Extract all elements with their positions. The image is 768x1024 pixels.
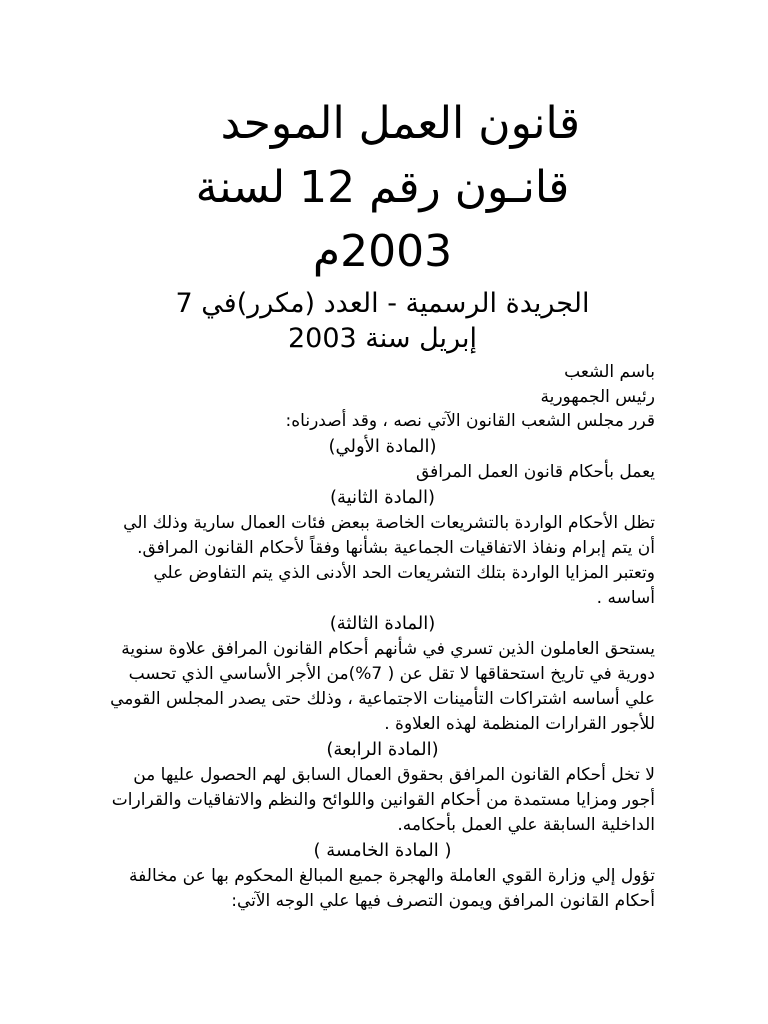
document-title-line3: 2003م	[312, 226, 453, 277]
gazette-reference-line1: الجريدة الرسمية - العدد (مكرر)في 7	[175, 288, 590, 319]
article-paragraph: وتعتبر المزايا الواردة بتلك التشريعات الحد الأدنى الذي يتم التفاوض علي أساسه .	[153, 562, 655, 608]
article-heading: (المادة الأولي)	[328, 435, 437, 457]
document-page	[110, 92, 655, 914]
article-heading: ( المادة الخامسة )	[313, 839, 452, 861]
article-heading: (المادة الثالثة)	[329, 612, 436, 634]
article-2	[110, 485, 655, 611]
preamble	[110, 360, 655, 434]
article-heading: (المادة الثانية)	[329, 486, 436, 508]
preamble-line: قرر مجلس الشعب القانون الآتي نصه ، وقد أصدرناه:	[285, 411, 655, 431]
article-paragraph: تؤول إلي وزارة القوي العاملة والهجرة جميع المبالغ المحكوم بها عن مخالفة أحكام القانون المرافق ويمون التصرف فيها علي الوجه الآتي:	[129, 865, 655, 911]
article-paragraph: يستحق العاملون الذين تسري في شأنهم أحكام القانون المرافق علاوة سنوية دورية في تاريخ استحقاقها لا تقل عن ( 7%)من الأجر الأساسي الذي تحسب علي أساسه اشتراكات التأمينات الاجتماعية ، وذلك حتى يصدر المجلس القومي للأجور القرارات المنظمة لهذه العلاوة .	[110, 638, 655, 734]
article-1	[110, 434, 655, 485]
article-paragraph: يعمل بأحكام قانون العمل المرافق	[415, 461, 655, 482]
article-4	[110, 737, 655, 838]
article-paragraph: لا تخل أحكام القانون المرافق بحقوق العمال السابق لهم الحصول عليها من أجور ومزايا مستمدة من أحكام القوانين واللوائح والنظم والاتفاقيات والقرارات الداخلية السابقة علي العمل بأحكامه.	[111, 764, 655, 835]
article-5	[110, 838, 655, 914]
preamble-line: رئيس الجمهورية	[540, 386, 655, 407]
preamble-line: باسم الشعب	[564, 362, 655, 382]
gazette-reference-line2: إبريل سنة 2003	[287, 323, 477, 354]
article-paragraph: تظل الأحكام الواردة بالتشريعات الخاصة ببعض فئات العمال سارية وذلك الي أن يتم إبرام ونفاذ الاتفاقيات الجماعية بشأنها وفقاً لأحكام القانون المرافق.	[123, 512, 655, 558]
document-title-line2: قانـون رقم 12 لسنة	[195, 162, 570, 213]
article-3	[110, 611, 655, 737]
article-heading: (المادة الرابعة)	[326, 738, 439, 760]
document-title-line1: قانون العمل الموحد	[220, 98, 580, 149]
